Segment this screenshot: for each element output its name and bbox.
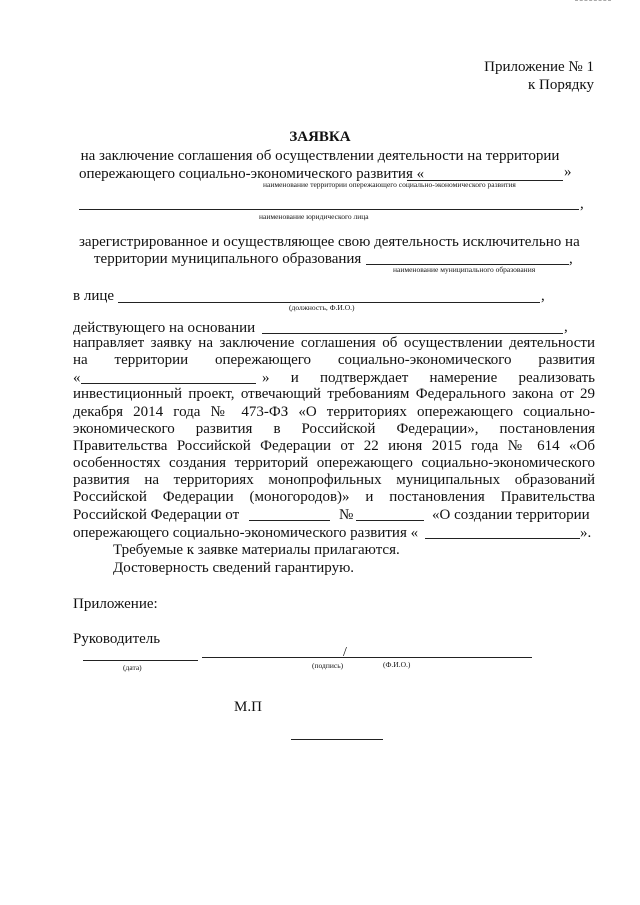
slash: / <box>343 645 347 660</box>
signature-date-field[interactable] <box>83 660 198 661</box>
comma: , <box>580 196 584 212</box>
title-subtitle: на заключение соглашения об осуществлении деятельности на территории <box>80 148 560 164</box>
body-line-6: экономического развития в Российской Федерации», постановления <box>73 421 595 437</box>
body-line-9: развития на территориях монопрофильных муниципальных образований <box>73 472 595 488</box>
body-line-8: особенностях создания территорий опережающего социально-экономического <box>73 455 595 471</box>
date-field[interactable] <box>249 520 330 521</box>
number-field[interactable] <box>356 520 424 521</box>
municipality-label: территории муниципального образования <box>94 251 362 267</box>
creation-text: «О создании территории <box>432 507 590 523</box>
body-line-1: направляет заявку на заключение соглашения об осуществлении деятельности <box>73 335 595 351</box>
comma: , <box>541 288 545 304</box>
territory-name-field-3[interactable] <box>425 538 580 539</box>
territory-name-hint: наименование территории опережающего социально-экономического развития <box>263 180 516 189</box>
representative-hint: (должность, Ф.И.О.) <box>289 303 355 312</box>
legal-entity-hint: наименование юридического лица <box>259 212 369 221</box>
body-line-3: » и подтверждает намерение реализовать <box>262 370 595 386</box>
body-line-7: Правительства Российской Федерации от 22 июня 2015 года № 614 «Об <box>73 438 595 454</box>
legal-entity-field[interactable] <box>79 209 579 210</box>
seal-place: М.П <box>234 699 262 715</box>
head-label: Руководитель <box>73 631 161 647</box>
date-hint: (дата) <box>123 663 142 672</box>
quote-open: « <box>73 370 81 386</box>
closing-quote: » <box>564 164 572 180</box>
order-label: к Порядку <box>528 77 594 93</box>
basis-label: действующего на основании <box>73 320 256 336</box>
body-line-10: Российской Федерации (моногородов)» и постановления Правительства <box>73 489 595 505</box>
municipality-hint: наименование муниципального образования <box>393 265 536 274</box>
closing-rule <box>291 739 383 740</box>
scan-artifact <box>575 0 611 3</box>
materials-attached: Требуемые к заявке материалы прилагаются. <box>113 542 400 558</box>
registered-text: зарегистрированное и осуществляющее свою деятельность исключительно на <box>79 234 580 250</box>
rf-from-label: Российской Федерации от <box>73 507 240 523</box>
territory-dev-label: опережающего социально-экономического развития « <box>73 525 419 541</box>
fio-hint: (Ф.И.О.) <box>383 660 411 669</box>
appendix-label: Приложение № 1 <box>484 59 594 75</box>
signature-hint: (подпись) <box>312 661 344 670</box>
reliability-guarantee: Достоверность сведений гарантирую. <box>113 560 355 576</box>
body-line-2: на территории опережающего социально-экономического развития <box>73 352 595 368</box>
number-sign: № <box>339 507 354 523</box>
attachment-label: Приложение: <box>73 596 158 612</box>
page-title: ЗАЯВКА <box>289 129 351 145</box>
territory-label: опережающего социально-экономического развития « <box>79 166 425 182</box>
quote-close-period: ». <box>580 525 592 541</box>
comma: , <box>564 319 568 335</box>
signature-field[interactable] <box>202 657 532 658</box>
basis-field[interactable] <box>262 333 563 334</box>
in-person-label: в лице <box>73 288 115 304</box>
body-line-4: инвестиционный проект, отвечающий требованиям Федерального закона от 29 <box>73 386 595 402</box>
body-line-5: декабря 2014 года № 473-ФЗ «О территориях опережающего социально- <box>73 404 595 420</box>
comma: , <box>569 251 573 267</box>
territory-name-field-2[interactable] <box>81 383 256 384</box>
